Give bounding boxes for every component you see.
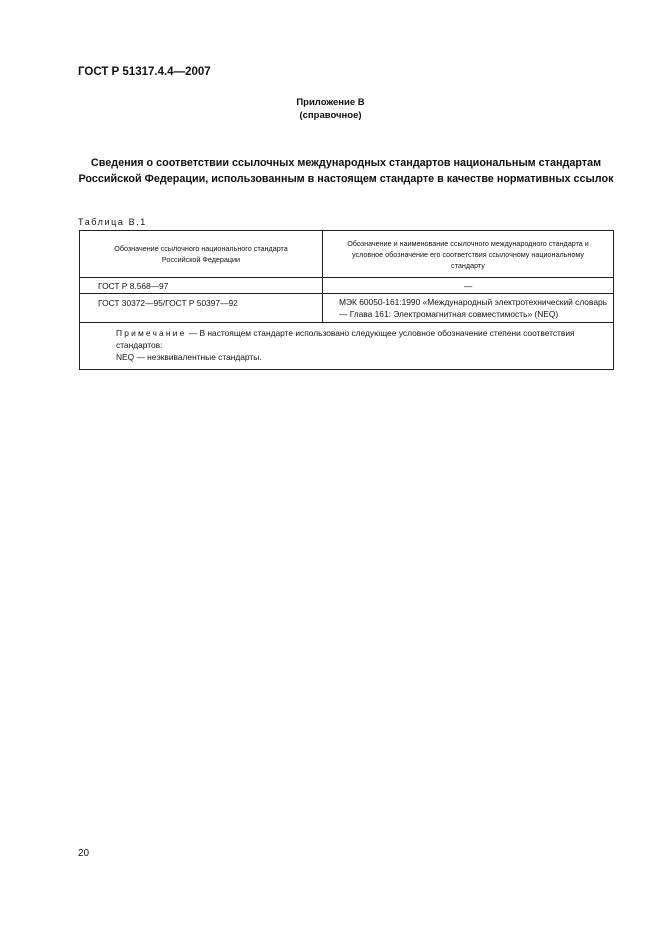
header-national-standard: Обозначение ссылочного национального стандарта Российской Федерации [80,231,323,278]
cell-national-standard: ГОСТ 30372—95/ГОСТ Р 50397—92 [80,294,323,323]
table-note-row [80,323,614,370]
note-label: Примечание [116,328,187,338]
cell-national-standard: ГОСТ Р 8.568—97 [80,278,323,294]
note-item: NEQ — неэквивалентные стандарты. [116,352,262,362]
reference-table [79,230,614,370]
page-number: 20 [78,848,90,859]
table-caption: Таблица В.1 [78,217,147,227]
annex-heading [0,96,661,122]
annex-type: (справочное) [299,110,362,121]
header-international-standard: Обозначение и наименование ссылочного международного стандарта и условное обозначение его соответствия ссылочному национальному стандарту [323,231,614,278]
table-row [80,278,614,294]
annex-label: Приложение В [296,97,365,108]
section-title: Сведения о соответствии ссылочных международных стандартов национальным стандартам Российской Федерации, использованным в настоящем стандарте в качестве нормативных ссылок [78,157,614,185]
cell-international-standard: — [323,278,614,294]
document-code: ГОСТ Р 51317.4.4—2007 [78,66,211,78]
table-note [80,323,614,370]
table-header-row [80,231,614,278]
cell-international-standard: МЭК 60050-161:1990 «Международный электротехнический словарь — Глава 161: Электромагнитная совместимость» (NEQ) [323,294,614,323]
note-text: — В настоящем стандарте использовано следующее условное обозначение степени соответствия стандартов: [116,328,575,350]
table-row [80,294,614,323]
